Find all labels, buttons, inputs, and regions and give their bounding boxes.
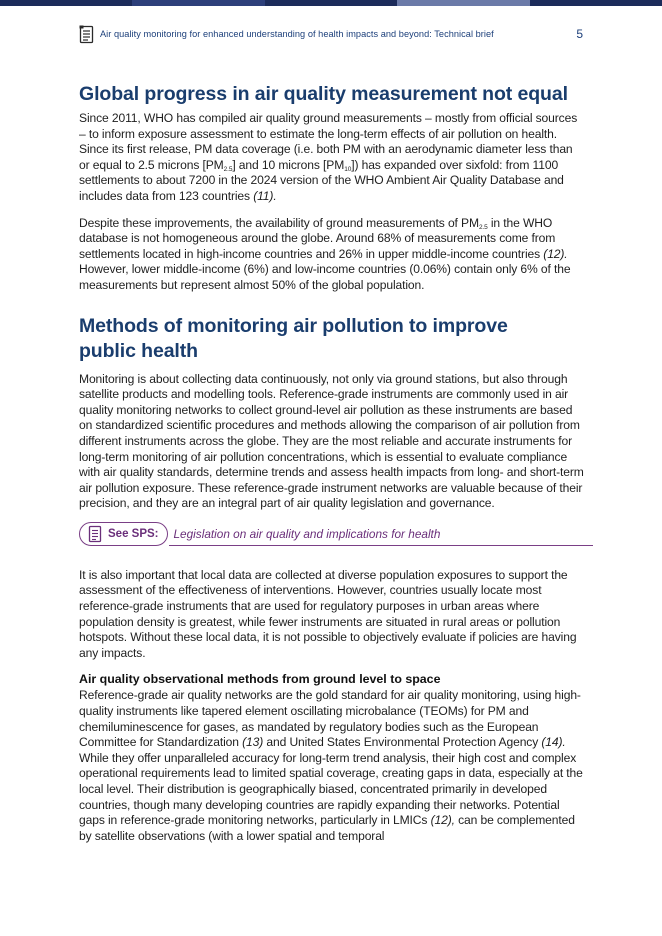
paragraph-local-data: It is also important that local data are collected at diverse population exposures to support the assessment of the effectiveness of interventions. However, countries usually locate most reference-grade instruments that are used for regulatory purposes in urban areas where population density is greatest, while fewer instruments are situated in rural areas or pollution hotspots. Without these local data, it is not possible to objectively evaluate if policies are having any impacts. xyxy=(79,567,577,660)
text-run: can be complemented by satellite observations (with a lower spatial and temporal xyxy=(79,813,575,843)
top-bar-segment xyxy=(397,0,529,6)
text-run: However, lower middle-income (6%) and low-income countries (0.06%) contain only 6% of the measurements but represent almost 50% of the global population. xyxy=(79,262,571,292)
citation: (12). xyxy=(543,246,568,261)
citation: (12), xyxy=(430,813,455,828)
top-bar-segment xyxy=(132,0,264,6)
text-run: Despite these improvements, the availability of ground measurements of PM xyxy=(79,215,479,230)
paragraph-monitoring-methods: Monitoring is about collecting data continuously, not only via ground stations, but also through satellite products and modelling tools. Reference-grade instruments are commonly used in air quality monitoring networks to collect ground-level air pollution as these instruments are based on standardized scientific procedures and methods allowing the comparison of air pollution from different instruments across the globe. They are the most reliable and accurate instruments for long-term monitoring of air pollution concentrations, which is essential to evaluate compliance with air quality standards, determine trends and assess health impacts from long- and short-term air pollution exposure. These reference-grade instrument networks are valuable because of their precision, and they are an integral part of air quality legislation and governance. xyxy=(79,371,584,511)
document-title: Air quality monitoring for enhanced understanding of health impacts and beyond: Technical brief xyxy=(100,29,494,39)
citation: (13) xyxy=(242,735,264,750)
top-bar-segment xyxy=(265,0,397,6)
heading-observational-methods: Air quality observational methods from ground level to space xyxy=(79,672,441,687)
document-icon xyxy=(79,25,95,44)
callout-underline xyxy=(169,545,593,546)
top-bar-segment xyxy=(530,0,662,6)
see-sps-label: See SPS: xyxy=(108,527,159,540)
text-run: ] and 10 microns [PM xyxy=(232,157,345,172)
subscript: 2.5 xyxy=(478,223,488,231)
heading-global-progress: Global progress in air quality measurement not equal xyxy=(79,83,568,105)
top-color-bar xyxy=(0,0,662,6)
citation: (11). xyxy=(253,188,277,203)
text-run: ]) has expanded over sixfold: from 1100 settlements to about 7200 in the 2024 version of the WHO Ambient Air Quality Database and includes data from 123 countries xyxy=(79,157,564,203)
subscript: 10 xyxy=(344,165,352,173)
citation: (14). xyxy=(541,735,566,750)
page-header xyxy=(79,24,583,44)
top-bar-segment xyxy=(0,0,132,6)
text-run: in the WHO database is not homogeneous around the globe. Around 68% of measurements come from settlements located in high-income countries and 26% in upper middle-income countries xyxy=(79,215,556,261)
main-content xyxy=(79,82,585,844)
page-number: 5 xyxy=(576,27,583,41)
sps-legislation-link[interactable]: Legislation on air quality and implications for health xyxy=(173,526,441,541)
heading-methods-monitoring: Methods of monitoring air pollution to improve public health xyxy=(79,314,508,362)
document-icon xyxy=(88,525,102,543)
text-run: and United States Environmental Protection Agency xyxy=(263,735,542,750)
text-run: While they offer unparalleled accuracy for long-term trend analysis, their high cost and complex operational requirements lead to limited spatial coverage, creating gaps in data, especially at the local level. Their distribution is geographically biased, concentrated primarily in developed countries, though many developing countries are rapidly expanding their networks. Potential gaps in reference-grade monitoring networks, particularly in LMICs xyxy=(79,750,583,828)
text-run: Reference-grade air quality networks are the gold standard for air quality monitoring, using high-quality instruments like tapered element oscillating microbalance (TEOMs) for PM and chemiluminescence for gases, as mandated by regulatory bodies such as the European Committee for Standardization xyxy=(79,688,581,750)
see-sps-badge[interactable] xyxy=(79,522,168,546)
see-sps-callout xyxy=(79,522,585,546)
paragraph-reference-grade-networks xyxy=(79,688,585,844)
paragraph-who-database xyxy=(79,111,585,205)
subscript: 2.5 xyxy=(223,165,233,173)
text-run: Since 2011, WHO has compiled air quality ground measurements – mostly from official sources – to inform exposure assessment to estimate the long-term effects of air pollution on health. Since its first release, PM data coverage (i.e. both PM with an aerodynamic diameter less than or equal to 2.5 microns [PM xyxy=(79,111,578,172)
paragraph-measurement-distribution xyxy=(79,216,585,294)
